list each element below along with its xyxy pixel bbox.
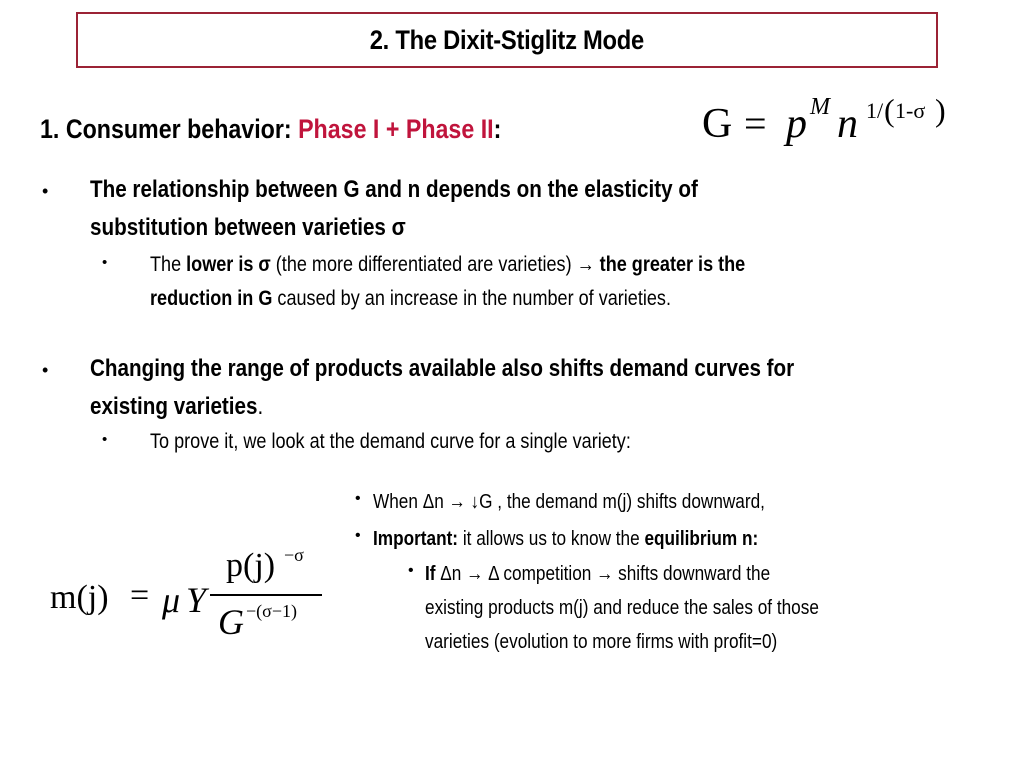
text-run: (the more differentiated are varieties) → [270, 253, 600, 276]
bold-run: reduction in G [150, 287, 273, 310]
text-run: . [257, 393, 264, 420]
eq-paren-close: ) [935, 92, 946, 128]
bold-run: existing varieties [90, 393, 258, 420]
text-run: The [150, 253, 187, 276]
bullet1-line2: substitution between varieties σ [90, 214, 406, 241]
right-item3-line1 [425, 557, 770, 591]
sub-bullet-marker: • [102, 254, 108, 271]
eq-n: n [837, 101, 858, 147]
eq-g-symbol: G [702, 101, 733, 147]
bullet-marker: • [408, 562, 414, 579]
text-run: it allows us to know the [458, 528, 645, 550]
eq-m-superscript: M [810, 94, 830, 120]
section-heading [40, 114, 501, 145]
bold-run: lower is σ [186, 253, 271, 276]
equation-g [700, 92, 960, 152]
heading-colon: : [493, 114, 502, 144]
eq-numerator-exponent: −σ [284, 545, 304, 565]
bullet1-line1: The relationship between G and n depends on the elasticity of [90, 176, 698, 203]
right-item3-line3: varieties (evolution to more firms with profit=0) [425, 631, 778, 653]
bold-run: equilibrium n: [644, 528, 759, 550]
eq-numerator: p(j) [226, 547, 276, 584]
text-run: caused by an increase in the number of varieties. [272, 287, 671, 310]
bullet2-sub-line: To prove it, we look at the demand curve for a single variety: [150, 430, 631, 453]
bold-run: the greater is the [599, 253, 746, 276]
bullet1-sub-line1 [150, 248, 745, 281]
eq-denominator-exponent: −(σ−1) [246, 601, 297, 621]
eq-mu: μ [162, 580, 181, 620]
bullet-marker: • [42, 181, 49, 201]
heading-phase: Phase I + Phase II [298, 114, 494, 144]
sub-bullet-marker: • [102, 431, 108, 448]
bullet-marker: • [42, 360, 49, 380]
fraction-bar [210, 594, 322, 596]
bullet1-sub-line2 [150, 282, 671, 315]
bold-run: If [425, 563, 436, 585]
slide-title: 2. The Dixit-Stiglitz Mode [369, 24, 645, 55]
eq-y: Y [186, 580, 207, 620]
text-run: Δn → Δ competition → shifts downward the [435, 563, 771, 585]
right-item2 [373, 522, 758, 556]
title-box [76, 12, 938, 68]
eq-equals: = [130, 577, 150, 614]
eq-paren-open: ( [884, 92, 895, 128]
bullet2-line2 [90, 389, 263, 425]
bullet-marker: • [355, 490, 361, 507]
eq-p: p [786, 101, 807, 147]
bullet-marker: • [355, 527, 361, 544]
bold-run: Important: [373, 528, 459, 550]
eq-exponent: 1/ [866, 98, 884, 123]
eq-exponent-inner: 1-σ [895, 98, 926, 123]
equation-demand [50, 545, 340, 655]
eq-equals: = [744, 101, 767, 146]
right-item1: When Δn → ↓G , the demand m(j) shifts downward, [373, 491, 765, 513]
eq-denominator: G [218, 602, 244, 642]
eq-lhs: m(j) [50, 579, 109, 616]
heading-main: 1. Consumer behavior: [40, 114, 299, 144]
bullet2-line1: Changing the range of products available also shifts demand curves for [90, 355, 795, 382]
right-item3-line2: existing products m(j) and reduce the sales of those [425, 597, 819, 619]
